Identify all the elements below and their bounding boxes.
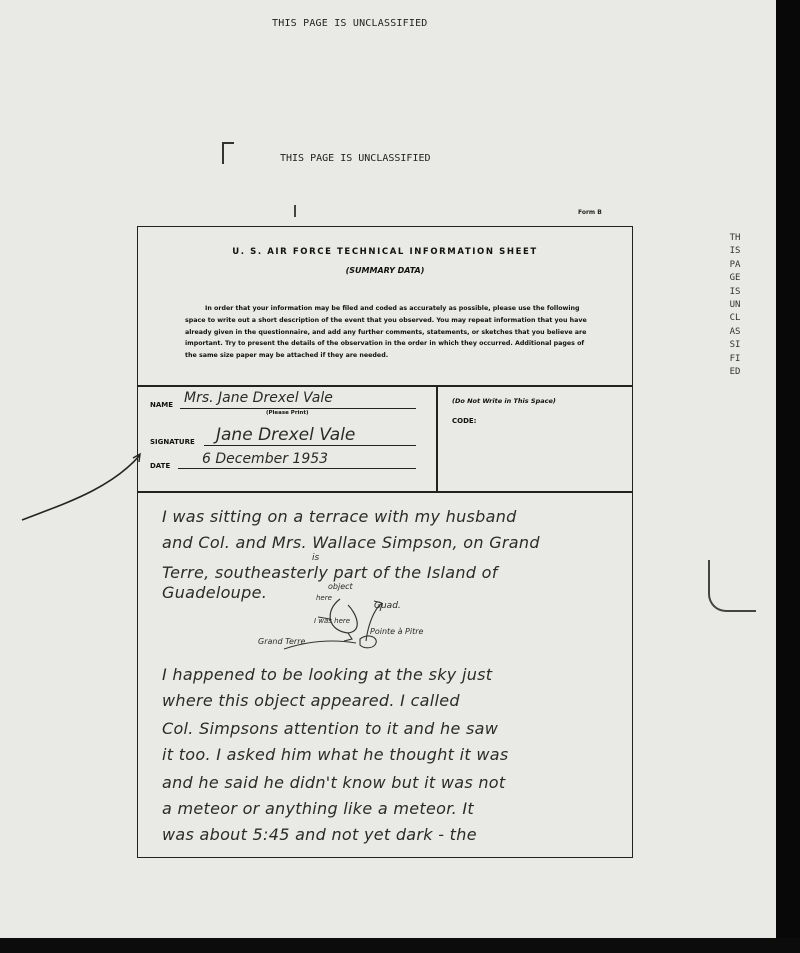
narrative-line: Guadeloupe.: [162, 583, 268, 602]
signature-label: SIGNATURE: [150, 438, 195, 446]
name-value: Mrs. Jane Drexel Vale: [184, 390, 333, 406]
narrative-line: a meteor or anything like a meteor. It: [162, 799, 474, 818]
date-value: 6 December 1953: [202, 451, 329, 467]
narrative-line: and he said he didn't know but it was not: [162, 773, 506, 792]
sketch-grand-terre-label: Grand Terre: [258, 637, 306, 646]
name-underline: [180, 408, 416, 409]
sketch-guad-label: Guad.: [374, 601, 401, 611]
narrative-line: was about 5:45 and not yet dark - the: [162, 825, 477, 844]
sketch-seen-label: here: [316, 594, 332, 602]
unclassified-banner-top: THIS PAGE IS UNCLASSIFIED: [272, 18, 428, 29]
narrative-line: I was sitting on a terrace with my husband: [162, 507, 517, 526]
location-sketch: [248, 579, 488, 659]
form-instructions: In order that your information may be filed and coded as accurately as possible, please use the following space to write out a short description of the event that you observed. You may repeat information that you have already given in the questionnaire, and add any further comments, statements, or sketches that you believe are important. Try to present the details of the observation in the order in which they occurred. Additional pages of the same size paper may be attached if they are needed.: [185, 305, 587, 360]
narrative-line: and Col. and Mrs. Wallace Simpson, on Grand: [162, 533, 540, 552]
sketch-house-label: I was here: [314, 617, 351, 625]
form-title: U. S. AIR FORCE TECHNICAL INFORMATION SHEET: [232, 247, 538, 257]
signature-underline: [204, 445, 416, 446]
narrative-line: where this object appeared. I called: [162, 691, 460, 710]
unclassified-banner-vertical: THIS PAGE IS UNCLASSIFIED: [729, 233, 741, 378]
name-label: NAME: [150, 401, 174, 409]
narrative-line: Col. Simpsons attention to it and he saw: [162, 719, 499, 738]
inserted-word: is: [312, 553, 320, 563]
office-use-note: (Do Not Write in This Space): [452, 397, 556, 405]
date-label: DATE: [150, 462, 171, 470]
form-subtitle: (SUMMARY DATA): [345, 266, 425, 275]
date-underline: [178, 468, 416, 469]
code-label: CODE:: [452, 417, 477, 425]
narrative-line: it too. I asked him what he thought it was: [162, 745, 509, 764]
divider-line: [138, 385, 632, 387]
print-hint: (Please Print): [266, 410, 309, 416]
sketch-pointe-label: Pointe à Pitre: [370, 627, 424, 636]
unclassified-banner-middle: THIS PAGE IS UNCLASSIFIED: [280, 153, 431, 164]
divider-line: [138, 491, 632, 493]
divider-line-vertical: [436, 385, 438, 491]
sketch-object-label: object: [328, 582, 353, 591]
technical-information-sheet: [137, 226, 633, 858]
scan-edge-bottom: [0, 938, 800, 953]
scan-edge-right: [776, 0, 800, 953]
form-number: Form B: [578, 209, 602, 216]
narrative-line: I happened to be looking at the sky just: [162, 665, 493, 684]
signature-value: Jane Drexel Vale: [216, 425, 356, 445]
narrative-line: Terre, southeasterly part of the Island of: [162, 563, 498, 582]
